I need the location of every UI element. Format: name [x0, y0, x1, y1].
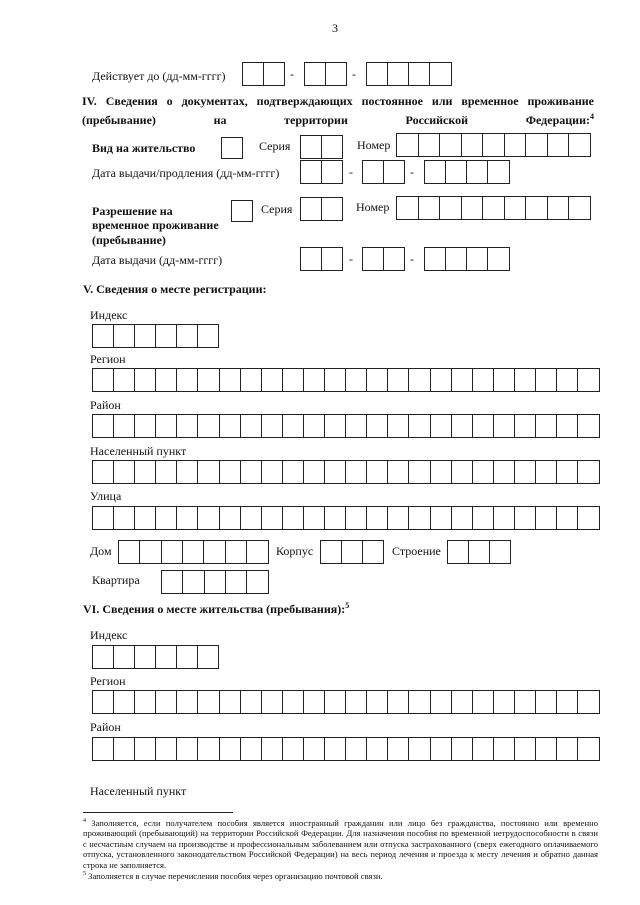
residence-date-day-field[interactable]: [300, 160, 343, 184]
char-cell[interactable]: [514, 460, 537, 484]
temp-date-label: Дата выдачи (дд-мм-гггг): [92, 253, 223, 267]
res-district-field[interactable]: [92, 737, 600, 761]
char-cell[interactable]: [219, 690, 242, 714]
char-cell[interactable]: [345, 460, 368, 484]
char-cell[interactable]: [134, 690, 157, 714]
char-cell[interactable]: [482, 133, 505, 157]
reg-district-field[interactable]: [92, 414, 600, 438]
char-cell[interactable]: [514, 506, 537, 530]
char-cell[interactable]: [219, 368, 242, 392]
reg-apartment-field[interactable]: [161, 570, 269, 594]
char-cell[interactable]: [447, 540, 469, 564]
char-cell[interactable]: [113, 645, 135, 669]
reg-house-label: Дом: [90, 544, 112, 558]
char-cell[interactable]: [577, 368, 600, 392]
char-cell[interactable]: [203, 540, 226, 564]
char-cell[interactable]: [246, 540, 269, 564]
char-cell[interactable]: [408, 368, 431, 392]
char-cell[interactable]: [424, 160, 447, 184]
char-cell[interactable]: [430, 690, 453, 714]
char-cell[interactable]: [366, 737, 389, 761]
char-cell[interactable]: [300, 197, 322, 221]
char-cell[interactable]: [408, 62, 431, 86]
char-cell[interactable]: [493, 506, 516, 530]
char-cell[interactable]: [504, 196, 527, 220]
res-region-label: Регион: [90, 674, 126, 688]
char-cell[interactable]: [556, 506, 579, 530]
char-cell[interactable]: [466, 247, 489, 271]
reg-street-label: Улица: [90, 489, 122, 503]
char-cell[interactable]: [418, 133, 441, 157]
char-cell[interactable]: [246, 570, 269, 594]
char-cell[interactable]: [240, 737, 263, 761]
valid-until-month-field[interactable]: [304, 62, 347, 86]
char-cell[interactable]: [556, 368, 579, 392]
res-district-label: Район: [90, 720, 121, 734]
char-cell[interactable]: [514, 690, 537, 714]
char-cell[interactable]: [261, 690, 284, 714]
char-cell[interactable]: [514, 737, 537, 761]
char-cell[interactable]: [113, 414, 136, 438]
char-cell[interactable]: [197, 690, 220, 714]
char-cell[interactable]: [493, 368, 516, 392]
char-cell[interactable]: [430, 737, 453, 761]
char-cell[interactable]: [430, 368, 453, 392]
char-cell[interactable]: [577, 460, 600, 484]
char-cell[interactable]: [451, 414, 474, 438]
char-cell[interactable]: [577, 737, 600, 761]
char-cell[interactable]: [113, 460, 136, 484]
char-cell[interactable]: [139, 540, 162, 564]
char-cell[interactable]: [345, 368, 368, 392]
char-cell[interactable]: [155, 414, 178, 438]
residence-date-month-field[interactable]: [362, 160, 405, 184]
footnote-4: $^4$ Заполняется, если получателем пособия является иностранный гражданин или лицо без гражданства, постоянно или временно проживающий (пребывающий) на территории Российской Федерации. Для назначения пособия по временной нетрудоспособности в связи с несчастным случаем на производстве и профессиональным заболеванием или отпуска застрахованного (сверх ежегодного оплачиваемого отпуска, установленного законодательством Российской Федерации) на весь период лечения и проезда к месту лечения и обратно данная строка не заполняется.: [83, 817, 598, 870]
char-cell[interactable]: [176, 737, 199, 761]
char-cell[interactable]: [514, 414, 537, 438]
char-cell[interactable]: [240, 506, 263, 530]
char-cell[interactable]: [445, 247, 468, 271]
char-cell[interactable]: [577, 506, 600, 530]
section6-title: VI. Сведения о месте жительства (пребывания):$^5$: [83, 601, 350, 616]
char-cell[interactable]: [408, 506, 431, 530]
footnote-5: $^5$ Заполняется в случае перечисления пособия через организацию почтовой связи.: [83, 870, 383, 881]
char-cell[interactable]: [240, 460, 263, 484]
char-cell[interactable]: [303, 414, 326, 438]
char-cell[interactable]: [176, 414, 199, 438]
char-cell[interactable]: [472, 690, 495, 714]
char-cell[interactable]: [408, 690, 431, 714]
res-region-field[interactable]: [92, 690, 600, 714]
char-cell[interactable]: [282, 690, 305, 714]
char-cell[interactable]: [134, 460, 157, 484]
char-cell[interactable]: [324, 368, 347, 392]
char-cell[interactable]: [493, 737, 516, 761]
char-cell[interactable]: [525, 196, 548, 220]
temp-date-year-field[interactable]: [424, 247, 510, 271]
char-cell[interactable]: [535, 690, 558, 714]
char-cell[interactable]: [482, 196, 505, 220]
char-cell[interactable]: [556, 690, 579, 714]
temp-series-field[interactable]: [300, 197, 343, 221]
char-cell[interactable]: [92, 645, 114, 669]
date-separator: -: [410, 252, 414, 266]
char-cell[interactable]: [263, 62, 285, 86]
temp-date-day-field[interactable]: [300, 247, 343, 271]
char-cell[interactable]: [155, 737, 178, 761]
char-cell[interactable]: [324, 737, 347, 761]
char-cell[interactable]: [197, 324, 219, 348]
char-cell[interactable]: [176, 324, 198, 348]
char-cell[interactable]: [113, 324, 135, 348]
char-cell[interactable]: [472, 737, 495, 761]
char-cell[interactable]: [176, 690, 199, 714]
char-cell[interactable]: [366, 62, 389, 86]
temp-permit-label-line3: (пребывание): [92, 233, 166, 247]
char-cell[interactable]: [430, 506, 453, 530]
char-cell[interactable]: [321, 197, 343, 221]
char-cell[interactable]: [261, 506, 284, 530]
char-cell[interactable]: [261, 737, 284, 761]
char-cell[interactable]: [155, 368, 178, 392]
reg-building-label: Корпус: [276, 544, 314, 558]
char-cell[interactable]: [261, 368, 284, 392]
temp-series-label: Серия: [261, 202, 293, 216]
char-cell[interactable]: [383, 247, 405, 271]
char-cell[interactable]: [535, 414, 558, 438]
char-cell[interactable]: [134, 506, 157, 530]
char-cell[interactable]: [577, 690, 600, 714]
char-cell[interactable]: [451, 506, 474, 530]
char-cell[interactable]: [176, 506, 199, 530]
temp-date-month-field[interactable]: [362, 247, 405, 271]
char-cell[interactable]: [219, 737, 242, 761]
reg-structure-field[interactable]: [447, 540, 511, 564]
char-cell[interactable]: [439, 196, 462, 220]
char-cell[interactable]: [408, 737, 431, 761]
char-cell[interactable]: [118, 540, 141, 564]
res-index-label: Индекс: [90, 628, 128, 642]
char-cell[interactable]: [225, 540, 248, 564]
char-cell[interactable]: [134, 645, 156, 669]
char-cell[interactable]: [387, 62, 410, 86]
date-separator: -: [349, 252, 353, 266]
char-cell[interactable]: [92, 414, 115, 438]
char-cell[interactable]: [387, 368, 410, 392]
char-cell[interactable]: [451, 737, 474, 761]
char-cell[interactable]: [303, 690, 326, 714]
char-cell[interactable]: [487, 160, 510, 184]
char-cell[interactable]: [113, 368, 136, 392]
char-cell[interactable]: [197, 368, 220, 392]
char-cell[interactable]: [466, 160, 489, 184]
char-cell[interactable]: [472, 414, 495, 438]
char-cell[interactable]: [300, 135, 322, 159]
char-cell[interactable]: [324, 506, 347, 530]
char-cell[interactable]: [303, 368, 326, 392]
char-cell[interactable]: [304, 62, 326, 86]
char-cell[interactable]: [204, 570, 227, 594]
residence-date-label: Дата выдачи/продления (дд-мм-гггг): [92, 166, 280, 180]
char-cell[interactable]: [282, 414, 305, 438]
char-cell[interactable]: [219, 506, 242, 530]
char-cell[interactable]: [134, 737, 157, 761]
char-cell[interactable]: [321, 160, 343, 184]
char-cell[interactable]: [387, 506, 410, 530]
char-cell[interactable]: [568, 196, 591, 220]
char-cell[interactable]: [303, 460, 326, 484]
char-cell[interactable]: [219, 414, 242, 438]
residence-number-field[interactable]: [396, 133, 591, 157]
char-cell[interactable]: [451, 690, 474, 714]
char-cell[interactable]: [197, 506, 220, 530]
char-cell[interactable]: [387, 690, 410, 714]
char-cell[interactable]: [387, 414, 410, 438]
char-cell[interactable]: [387, 460, 410, 484]
char-cell[interactable]: [396, 133, 419, 157]
char-cell[interactable]: [261, 414, 284, 438]
char-cell[interactable]: [282, 737, 305, 761]
char-cell[interactable]: [240, 414, 263, 438]
char-cell[interactable]: [439, 133, 462, 157]
char-cell[interactable]: [535, 368, 558, 392]
char-cell[interactable]: [468, 540, 490, 564]
char-cell[interactable]: [547, 133, 570, 157]
char-cell[interactable]: [396, 196, 419, 220]
char-cell[interactable]: [535, 737, 558, 761]
temp-number-label: Номер: [356, 200, 390, 214]
reg-district-label: Район: [90, 398, 121, 412]
residence-permit-checkbox[interactable]: [221, 137, 243, 159]
res-locality-label: Населенный пункт: [90, 784, 187, 798]
char-cell[interactable]: [92, 690, 115, 714]
reg-locality-label: Населенный пункт: [90, 444, 187, 458]
char-cell[interactable]: [514, 368, 537, 392]
char-cell[interactable]: [345, 737, 368, 761]
reg-house-field[interactable]: [118, 540, 269, 564]
residence-permit-label: Вид на жительство: [92, 141, 196, 155]
reg-building-field[interactable]: [320, 540, 384, 564]
char-cell[interactable]: [424, 247, 447, 271]
char-cell[interactable]: [261, 460, 284, 484]
temp-permit-checkbox[interactable]: [231, 200, 253, 222]
reg-apartment-label: Квартира: [92, 573, 140, 587]
char-cell[interactable]: [362, 160, 384, 184]
char-cell[interactable]: [408, 414, 431, 438]
char-cell[interactable]: [282, 506, 305, 530]
char-cell[interactable]: [472, 506, 495, 530]
char-cell[interactable]: [92, 368, 115, 392]
char-cell[interactable]: [341, 540, 363, 564]
char-cell[interactable]: [429, 62, 452, 86]
char-cell[interactable]: [504, 133, 527, 157]
char-cell[interactable]: [113, 690, 136, 714]
reg-locality-field[interactable]: [92, 460, 600, 484]
valid-until-day-field[interactable]: [242, 62, 285, 86]
char-cell[interactable]: [303, 737, 326, 761]
char-cell[interactable]: [383, 160, 405, 184]
char-cell[interactable]: [92, 460, 115, 484]
char-cell[interactable]: [113, 737, 136, 761]
reg-region-label: Регион: [90, 352, 126, 366]
char-cell[interactable]: [535, 460, 558, 484]
char-cell[interactable]: [387, 737, 410, 761]
char-cell[interactable]: [547, 196, 570, 220]
residence-series-label: Серия: [259, 139, 291, 153]
valid-until-year-field[interactable]: [366, 62, 452, 86]
reg-index-label: Индекс: [90, 308, 128, 322]
char-cell[interactable]: [92, 324, 114, 348]
footnote-divider: [83, 812, 233, 813]
date-separator: -: [352, 67, 356, 81]
char-cell[interactable]: [155, 690, 178, 714]
char-cell[interactable]: [176, 460, 199, 484]
char-cell[interactable]: [556, 737, 579, 761]
date-separator: -: [290, 67, 294, 81]
char-cell[interactable]: [197, 460, 220, 484]
char-cell[interactable]: [493, 690, 516, 714]
char-cell[interactable]: [197, 414, 220, 438]
char-cell[interactable]: [362, 540, 384, 564]
char-cell[interactable]: [556, 460, 579, 484]
char-cell[interactable]: [493, 460, 516, 484]
char-cell[interactable]: [445, 160, 468, 184]
char-cell[interactable]: [134, 368, 157, 392]
reg-structure-label: Строение: [392, 544, 441, 558]
char-cell[interactable]: [472, 368, 495, 392]
char-cell[interactable]: [461, 196, 484, 220]
char-cell[interactable]: [493, 414, 516, 438]
char-cell[interactable]: [366, 460, 389, 484]
char-cell[interactable]: [324, 414, 347, 438]
char-cell[interactable]: [451, 368, 474, 392]
char-cell[interactable]: [461, 133, 484, 157]
char-cell[interactable]: [324, 690, 347, 714]
char-cell[interactable]: [300, 160, 322, 184]
char-cell[interactable]: [176, 368, 199, 392]
date-separator: -: [410, 165, 414, 179]
temp-permit-label-line2: временное проживание: [92, 218, 219, 232]
page-number: 3: [332, 21, 338, 35]
reg-street-field[interactable]: [92, 506, 600, 530]
char-cell[interactable]: [176, 645, 198, 669]
residence-series-field[interactable]: [300, 135, 343, 159]
char-cell[interactable]: [182, 570, 205, 594]
reg-index-field[interactable]: [92, 324, 219, 348]
char-cell[interactable]: [242, 62, 264, 86]
char-cell[interactable]: [489, 540, 511, 564]
char-cell[interactable]: [161, 570, 184, 594]
char-cell[interactable]: [155, 645, 177, 669]
char-cell[interactable]: [535, 506, 558, 530]
char-cell[interactable]: [92, 506, 115, 530]
char-cell[interactable]: [451, 460, 474, 484]
char-cell[interactable]: [219, 460, 242, 484]
char-cell[interactable]: [197, 737, 220, 761]
char-cell[interactable]: [182, 540, 205, 564]
char-cell[interactable]: [134, 324, 156, 348]
date-separator: -: [349, 165, 353, 179]
char-cell[interactable]: [134, 414, 157, 438]
char-cell[interactable]: [345, 690, 368, 714]
char-cell[interactable]: [487, 247, 510, 271]
char-cell[interactable]: [240, 368, 263, 392]
char-cell[interactable]: [155, 506, 178, 530]
char-cell[interactable]: [430, 460, 453, 484]
char-cell[interactable]: [345, 506, 368, 530]
section5-title: V. Сведения о месте регистрации:: [83, 282, 267, 296]
char-cell[interactable]: [92, 737, 115, 761]
residence-number-label: Номер: [357, 138, 391, 152]
char-cell[interactable]: [321, 135, 343, 159]
char-cell[interactable]: [197, 645, 219, 669]
char-cell[interactable]: [366, 414, 389, 438]
char-cell[interactable]: [240, 690, 263, 714]
reg-region-field[interactable]: [92, 368, 600, 392]
temp-number-field[interactable]: [396, 196, 591, 220]
char-cell[interactable]: [366, 506, 389, 530]
char-cell[interactable]: [366, 368, 389, 392]
valid-until-label: Действует до (дд-мм-гггг): [92, 69, 226, 83]
residence-date-year-field[interactable]: [424, 160, 510, 184]
char-cell[interactable]: [282, 368, 305, 392]
res-index-field[interactable]: [92, 645, 219, 669]
char-cell[interactable]: [525, 133, 548, 157]
char-cell[interactable]: [556, 414, 579, 438]
char-cell[interactable]: [408, 460, 431, 484]
char-cell[interactable]: [113, 506, 136, 530]
temp-permit-label-line1: Разрешение на: [92, 204, 173, 218]
char-cell[interactable]: [155, 460, 178, 484]
char-cell[interactable]: [430, 414, 453, 438]
char-cell[interactable]: [303, 506, 326, 530]
char-cell[interactable]: [577, 414, 600, 438]
char-cell[interactable]: [418, 196, 441, 220]
char-cell[interactable]: [282, 460, 305, 484]
char-cell[interactable]: [324, 460, 347, 484]
char-cell[interactable]: [362, 247, 384, 271]
char-cell[interactable]: [161, 540, 184, 564]
char-cell[interactable]: [155, 324, 177, 348]
char-cell[interactable]: [320, 540, 342, 564]
char-cell[interactable]: [472, 460, 495, 484]
char-cell[interactable]: [225, 570, 248, 594]
section4-title: IV. Сведения о документах, подтверждающих постоянное или временное проживание (пребывание) на территории Российской Федерации:$^4$: [82, 94, 594, 127]
char-cell[interactable]: [568, 133, 591, 157]
char-cell[interactable]: [325, 62, 347, 86]
char-cell[interactable]: [366, 690, 389, 714]
char-cell[interactable]: [321, 247, 343, 271]
char-cell[interactable]: [300, 247, 322, 271]
char-cell[interactable]: [345, 414, 368, 438]
